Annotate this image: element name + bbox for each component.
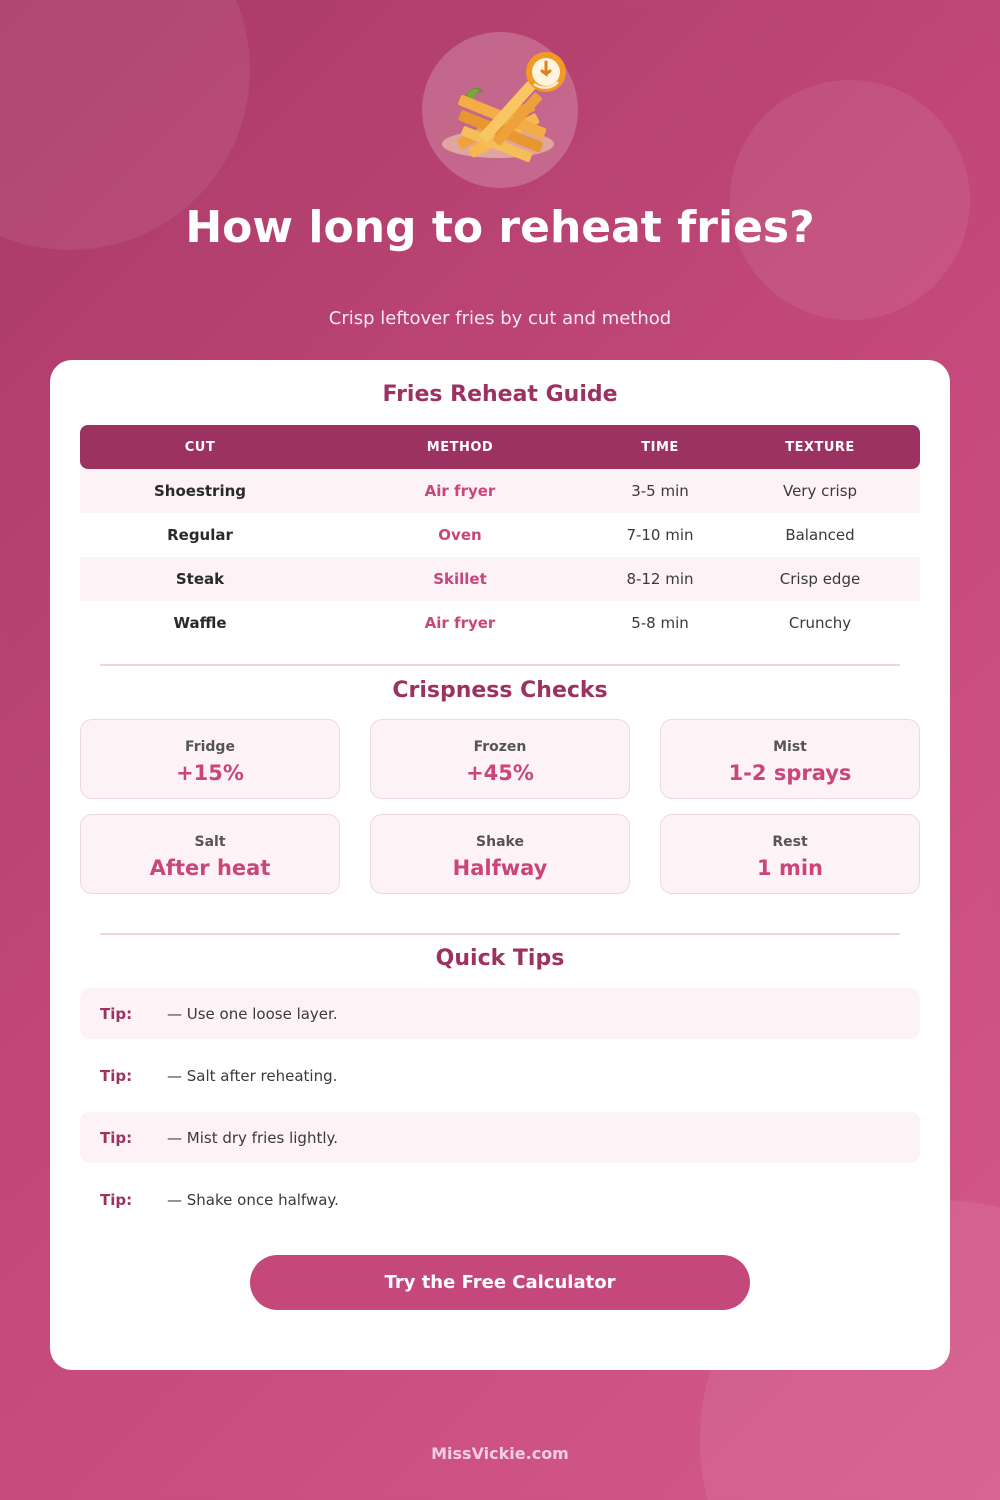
section-divider — [100, 664, 900, 666]
guide-title: Fries Reheat Guide — [382, 382, 618, 407]
cell-texture: Crisp edge — [720, 557, 920, 601]
check-label: Mist — [773, 739, 807, 755]
cell-method: Air fryer — [320, 469, 600, 513]
check-label: Fridge — [185, 739, 235, 755]
cell-method: Skillet — [320, 557, 600, 601]
page-title: How long to reheat fries? — [185, 202, 815, 253]
content-card — [50, 360, 950, 1370]
background-bubble — [730, 80, 970, 320]
check-value: 1-2 sprays — [728, 761, 852, 785]
check-card-mist — [660, 719, 920, 799]
check-value: +15% — [176, 761, 244, 785]
tip-item — [80, 1112, 920, 1163]
cell-cut: Waffle — [173, 614, 227, 632]
column-header-time: TIME — [600, 425, 720, 469]
reheat-guide-table — [80, 425, 920, 645]
check-label: Shake — [476, 834, 524, 850]
cell-method: Air fryer — [424, 614, 496, 632]
free-calculator-button[interactable]: Try the Free Calculator — [250, 1255, 750, 1310]
tip-text: — Use one loose layer. — [167, 1005, 338, 1023]
fries-timer-icon — [422, 32, 578, 188]
table-header-row — [80, 425, 920, 469]
table-row — [80, 469, 920, 513]
tips-title: Quick Tips — [435, 946, 565, 971]
cell-cut: Steak — [80, 557, 320, 601]
page-subtitle: Crisp leftover fries by cut and method — [328, 308, 672, 329]
section-divider — [100, 933, 900, 935]
tip-label: Tip: — [100, 1005, 133, 1023]
check-card-frozen — [370, 719, 630, 799]
table-row — [80, 557, 920, 601]
tip-item — [80, 1174, 920, 1225]
cell-time: 7-10 min — [626, 526, 694, 544]
tip-text: — Shake once halfway. — [167, 1191, 339, 1209]
hero-badge — [422, 32, 578, 188]
tip-label: Tip: — [100, 1129, 133, 1147]
tip-text: — Salt after reheating. — [167, 1067, 338, 1085]
cell-cut: Regular — [167, 526, 233, 544]
footer-brand[interactable]: MissVickie.com — [431, 1444, 569, 1463]
column-header-cut: CUT — [80, 425, 320, 469]
cell-texture: Crunchy — [788, 614, 852, 632]
tip-label: Tip: — [100, 1191, 133, 1209]
check-card-shake — [370, 814, 630, 894]
column-header-method: METHOD — [320, 425, 600, 469]
check-card-rest — [660, 814, 920, 894]
check-label: Salt — [194, 834, 226, 850]
check-value: 1 min — [757, 856, 823, 880]
check-value: After heat — [149, 856, 271, 880]
checks-title: Crispness Checks — [392, 678, 608, 703]
check-value: +45% — [466, 761, 534, 785]
cell-method: Oven — [438, 526, 482, 544]
tip-item — [80, 988, 920, 1039]
check-label: Rest — [772, 834, 808, 850]
tip-text: — Mist dry fries lightly. — [167, 1129, 339, 1147]
check-card-salt — [80, 814, 340, 894]
cell-cut: Shoestring — [80, 469, 320, 513]
check-value: Halfway — [452, 856, 548, 880]
cell-time: 3-5 min — [600, 469, 720, 513]
column-header-texture: TEXTURE — [720, 425, 920, 469]
cell-time: 5-8 min — [631, 614, 689, 632]
cell-texture: Very crisp — [720, 469, 920, 513]
table-row — [80, 601, 920, 645]
cell-time: 8-12 min — [600, 557, 720, 601]
cell-texture: Balanced — [785, 526, 855, 544]
check-card-fridge — [80, 719, 340, 799]
check-label: Frozen — [473, 739, 527, 755]
tip-label: Tip: — [100, 1067, 133, 1085]
tip-item — [80, 1050, 920, 1101]
table-row — [80, 513, 920, 557]
